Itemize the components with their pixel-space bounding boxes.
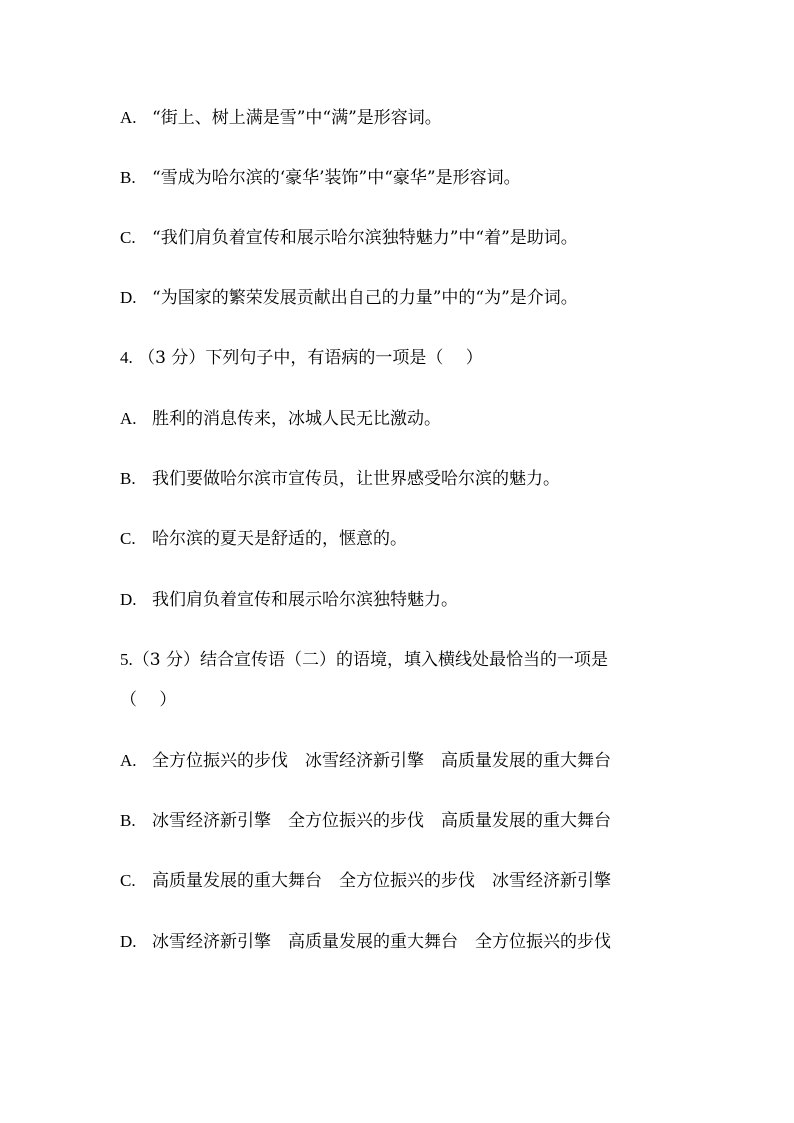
- q5-option-b: [120, 810, 611, 832]
- option-label: D.: [120, 288, 137, 307]
- option-text: 冰雪经济新引擎 高质量发展的重大舞台 全方位振兴的步伐: [152, 932, 611, 952]
- option-label: C.: [120, 871, 136, 890]
- option-text: 全方位振兴的步伐 冰雪经济新引擎 高质量发展的重大舞台: [152, 751, 611, 771]
- q4-option-c: [120, 528, 407, 550]
- option-label: A.: [120, 108, 137, 127]
- option-label: C.: [120, 529, 136, 548]
- option-text: 高质量发展的重大舞台 全方位振兴的步伐 冰雪经济新引擎: [152, 871, 611, 891]
- option-text: 冰雪经济新引擎 全方位振兴的步伐 高质量发展的重大舞台: [152, 811, 611, 831]
- q4-option-b: [120, 468, 560, 490]
- question-text: （3 分）结合宣传语（二）的语境，填入横线处最恰当的一项是: [132, 650, 608, 670]
- question-text: （3 分）下列句子中，有语病的一项是（ ）: [138, 348, 483, 368]
- option-label: D.: [120, 932, 137, 951]
- option-text: “街上、树上满是雪”中“满”是形容词。: [152, 108, 442, 128]
- q5-option-c: [120, 870, 611, 892]
- question-text: （ ）: [120, 690, 177, 710]
- option-text: 胜利的消息传来，冰城人民无比激动。: [152, 409, 441, 429]
- option-label: D.: [120, 590, 137, 609]
- q3-option-b: [120, 167, 521, 189]
- option-text: “雪成为哈尔滨的‘豪华’装饰”中“豪华”是形容词。: [152, 168, 521, 188]
- option-text: “为国家的繁荣发展贡献出自己的力量”中的“为”是介词。: [152, 288, 578, 308]
- q5-stem-continued: [120, 689, 176, 711]
- q4-option-a: [120, 408, 441, 430]
- option-text: 我们肩负着宣传和展示哈尔滨独特魅力。: [152, 590, 458, 610]
- option-text: 哈尔滨的夏天是舒适的，惬意的。: [152, 529, 407, 549]
- option-label: B.: [120, 469, 136, 488]
- q3-option-c: [120, 227, 578, 249]
- question-number: 4.: [120, 348, 133, 367]
- option-label: A.: [120, 409, 137, 428]
- option-label: A.: [120, 751, 137, 770]
- q5-option-d: [120, 931, 611, 953]
- q4-stem: [120, 347, 483, 369]
- option-label: B.: [120, 168, 136, 187]
- option-text: 我们要做哈尔滨市宣传员，让世界感受哈尔滨的魅力。: [152, 469, 560, 489]
- option-label: C.: [120, 228, 136, 247]
- option-label: B.: [120, 811, 136, 830]
- q3-option-a: [120, 107, 442, 129]
- option-text: “我们肩负着宣传和展示哈尔滨独特魅力”中“着”是助词。: [152, 228, 578, 248]
- q5-option-a: [120, 750, 611, 772]
- q5-stem: [120, 649, 608, 671]
- q3-option-d: [120, 287, 578, 309]
- question-number: 5.: [120, 650, 133, 669]
- q4-option-d: [120, 589, 458, 611]
